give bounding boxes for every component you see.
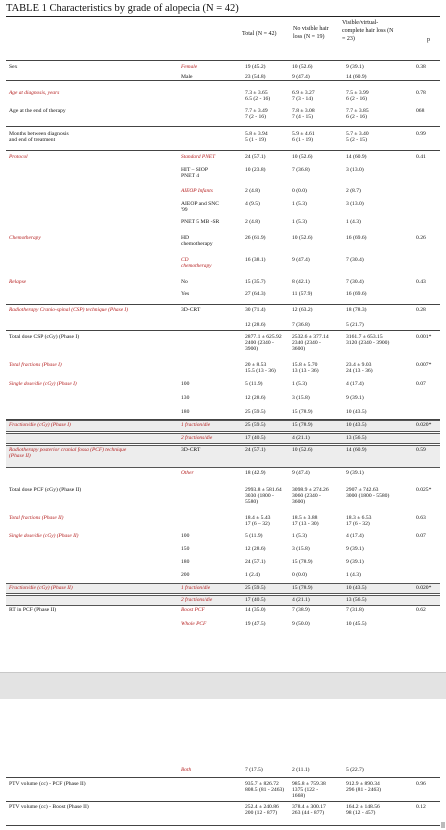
cell-total: 10 (23.8) bbox=[245, 167, 266, 173]
row-sublabel bbox=[181, 780, 243, 781]
cell-visible: 5.7 ± 3.40 5 (2 - 15) bbox=[346, 131, 369, 144]
cell-p-value: 0.07 bbox=[416, 533, 426, 539]
cell-p-value bbox=[416, 571, 444, 572]
table-row bbox=[6, 153, 440, 164]
cell-no-visible: 12 (63.2) bbox=[292, 307, 313, 313]
cell-p-value: 0.025* bbox=[416, 487, 432, 493]
cell-visible: 14 (60.9) bbox=[346, 447, 367, 453]
row-label bbox=[9, 766, 157, 767]
cell-no-visible: 3 (15.8) bbox=[292, 546, 310, 552]
cell-total: 5.8 ± 3.94 5 (1 - 19) bbox=[245, 131, 268, 144]
cell-total: 26 (61.9) bbox=[245, 235, 266, 241]
row-sublabel bbox=[181, 803, 243, 804]
row-separator bbox=[6, 126, 440, 127]
cell-total: 12 (28.6) bbox=[245, 322, 266, 328]
row-label bbox=[9, 321, 157, 322]
cell-no-visible: 2 (11.1) bbox=[292, 767, 310, 773]
cell-no-visible: 985.8 ± 759.38 1375 (122 - 1668) bbox=[292, 781, 326, 800]
cell-no-visible: 15.8 ± 5.70 13 (13 - 36) bbox=[292, 362, 319, 375]
row-label bbox=[9, 218, 157, 219]
table-row bbox=[6, 583, 440, 594]
table-row bbox=[6, 290, 440, 300]
cell-no-visible: 15 (78.9) bbox=[292, 422, 313, 428]
cell-visible: 10 (43.5) bbox=[346, 585, 367, 591]
cell-no-visible: 3 (15.8) bbox=[292, 395, 310, 401]
table-row bbox=[6, 73, 440, 83]
cell-p-value: 0.28 bbox=[416, 307, 426, 313]
cell-no-visible: 15 (78.9) bbox=[292, 409, 313, 415]
cell-p-value bbox=[416, 408, 444, 409]
cell-p-value: 0.78 bbox=[416, 90, 426, 96]
cell-p-value: 0.63 bbox=[416, 515, 426, 521]
cell-p-value: 0.62 bbox=[416, 607, 426, 613]
table-row bbox=[6, 380, 440, 391]
cell-p-value bbox=[416, 766, 444, 767]
table-row bbox=[6, 333, 440, 361]
row-sublabel: 3D-CRT bbox=[181, 307, 201, 313]
cell-total: 30 (71.4) bbox=[245, 307, 266, 313]
cell-total: 2 (4.8) bbox=[245, 188, 260, 194]
cell-total: 18.4 ± 5.43 17 (6 – 32) bbox=[245, 515, 271, 528]
row-label bbox=[9, 434, 157, 435]
cell-total: 18 (42.9) bbox=[245, 470, 266, 476]
cell-p-value bbox=[416, 558, 444, 559]
cell-no-visible: 18.5 ± 3.88 17 (13 - 30) bbox=[292, 515, 319, 528]
row-label: Radiotherapy Cranio-spinal (CSP) technique (Phase I) bbox=[9, 307, 129, 313]
cell-visible: 7.7 ± 3.85 6 (2 - 16) bbox=[346, 108, 369, 121]
cell-visible: 912.9 ± 890.34 296 (81 - 2463) bbox=[346, 781, 381, 794]
cell-total: 24 (57.1) bbox=[245, 447, 266, 453]
cell-visible: 5 (22.7) bbox=[346, 767, 364, 773]
cell-no-visible: 1 (5.3) bbox=[292, 533, 307, 539]
cell-total: 2 (4.8) bbox=[245, 219, 260, 225]
col-header-visible: Visible/virtual- complete hair loss (N = 23) bbox=[342, 20, 394, 42]
cell-visible: 3 (13.0) bbox=[346, 167, 364, 173]
cell-no-visible: 7 (36.8) bbox=[292, 167, 310, 173]
row-sublabel bbox=[181, 333, 243, 334]
row-sublabel: 180 bbox=[181, 559, 190, 565]
cell-total: 25 (59.5) bbox=[245, 585, 266, 591]
cell-total: 19 (47.5) bbox=[245, 621, 266, 627]
row-label: Total dose CSP (cGy) (Phase I) bbox=[9, 334, 80, 340]
cell-no-visible: 9 (47.4) bbox=[292, 257, 310, 263]
cell-visible: 9 (39.1) bbox=[346, 395, 364, 401]
row-separator bbox=[6, 150, 440, 151]
row-sublabel bbox=[181, 514, 243, 515]
row-sublabel: Other bbox=[181, 470, 194, 476]
row-label: Fraction/die (cGy) (Phase II) bbox=[9, 585, 73, 591]
row-sublabel bbox=[181, 486, 243, 487]
cell-visible: 10 (45.5) bbox=[346, 621, 367, 627]
cell-visible: 10 (43.5) bbox=[346, 409, 367, 415]
cell-p-value bbox=[416, 321, 444, 322]
cell-no-visible: 3098.9 ± 274.26 3060 (2340 - 3600) bbox=[292, 487, 329, 506]
table-row bbox=[6, 256, 440, 276]
table-row bbox=[6, 620, 440, 632]
cell-no-visible: 8 (42.1) bbox=[292, 279, 310, 285]
row-label bbox=[9, 200, 157, 201]
cell-p-value: 0.43 bbox=[416, 279, 426, 285]
cell-total: 12 (28.6) bbox=[245, 546, 266, 552]
row-label bbox=[9, 256, 157, 257]
row-sublabel: Whole PCF bbox=[181, 621, 207, 627]
cell-no-visible: 9 (47.4) bbox=[292, 74, 310, 80]
row-sublabel: AIEOP and SNC '99 bbox=[181, 201, 220, 214]
table-row bbox=[6, 218, 440, 230]
table-row bbox=[6, 420, 440, 432]
row-sublabel: Male bbox=[181, 74, 193, 80]
row-sublabel: 1 fraction/die bbox=[181, 422, 211, 428]
table-row bbox=[6, 321, 440, 332]
cell-total: 20 ± 8.53 15.5 (13 - 36) bbox=[245, 362, 276, 375]
cell-total: 4 (9.5) bbox=[245, 201, 260, 207]
cell-no-visible: 6.9 ± 3.27 7 (3 - 14) bbox=[292, 90, 315, 103]
cell-visible: 9 (39.1) bbox=[346, 64, 364, 70]
row-label: RT in PCF (Phase II) bbox=[9, 607, 57, 613]
row-label: Relapse bbox=[9, 279, 27, 285]
cell-no-visible: 1 (5.3) bbox=[292, 201, 307, 207]
cell-no-visible: 7 (38.9) bbox=[292, 607, 310, 613]
table-row bbox=[6, 514, 440, 532]
cell-p-value bbox=[416, 620, 444, 621]
cell-visible: 4 (17.4) bbox=[346, 381, 364, 387]
cell-no-visible: 4 (21.1) bbox=[292, 435, 310, 441]
cell-p-value: 0.020* bbox=[416, 585, 432, 591]
table-row bbox=[6, 306, 440, 318]
table-row bbox=[6, 469, 440, 482]
cell-visible: 7 (30.4) bbox=[346, 257, 364, 263]
cell-no-visible: 10 (52.6) bbox=[292, 235, 313, 241]
row-sublabel: 3D-CRT bbox=[181, 447, 201, 453]
row-label bbox=[9, 290, 157, 291]
cell-visible: 7.5 ± 3.99 6 (2 - 16) bbox=[346, 90, 369, 103]
row-label: Sex bbox=[9, 64, 18, 70]
cell-p-value: 0.07 bbox=[416, 381, 426, 387]
cell-no-visible: 2532.6 ± 377.14 2340 (2340 - 3600) bbox=[292, 334, 329, 353]
cell-no-visible: 15 (78.9) bbox=[292, 585, 313, 591]
table-row bbox=[6, 545, 440, 556]
row-label: Total fractions (Phase I) bbox=[9, 362, 62, 368]
cell-no-visible: 1 (5.3) bbox=[292, 219, 307, 225]
table-row bbox=[6, 558, 440, 569]
cell-p-value: 0.12 bbox=[416, 804, 426, 810]
row-sublabel: HD chemotherapy bbox=[181, 235, 213, 248]
table-row bbox=[6, 166, 440, 186]
cell-total: 5 (11.9) bbox=[245, 533, 263, 539]
cell-total: 12 (28.6) bbox=[245, 395, 266, 401]
cell-visible: 16 (69.6) bbox=[346, 291, 367, 297]
cell-no-visible: 7.8 ± 3.08 7 (4 - 15) bbox=[292, 108, 315, 121]
row-sublabel bbox=[181, 107, 243, 108]
row-label: Age at diagnosis, years bbox=[9, 90, 60, 96]
cell-visible: 16 (69.6) bbox=[346, 235, 367, 241]
cell-total: 1 (2.4) bbox=[245, 572, 260, 578]
cell-p-value bbox=[416, 218, 444, 219]
row-label bbox=[9, 394, 157, 395]
cell-no-visible: 9 (50.0) bbox=[292, 621, 310, 627]
row-sublabel bbox=[181, 361, 243, 362]
cell-visible: 13 (56.5) bbox=[346, 597, 367, 603]
cell-no-visible: 10 (52.6) bbox=[292, 154, 313, 160]
row-sublabel: 150 bbox=[181, 546, 190, 552]
row-label: Radiotherapy posterior cranial fossa (PCF) technique (Phase II) bbox=[9, 447, 127, 460]
row-sublabel: Both bbox=[181, 767, 192, 773]
table-row bbox=[6, 63, 440, 73]
row-sublabel: 130 bbox=[181, 395, 190, 401]
cell-total: 27 (64.3) bbox=[245, 291, 266, 297]
table-row bbox=[6, 200, 440, 216]
row-sublabel bbox=[181, 321, 243, 322]
table-row bbox=[6, 445, 440, 468]
table-row bbox=[6, 361, 440, 379]
cell-total: 23 (54.8) bbox=[245, 74, 266, 80]
row-label: Months between diagnosis and end of treatment bbox=[9, 131, 69, 144]
row-sublabel: HIT – SIOP PNET 4 bbox=[181, 167, 208, 180]
table-title: TABLE 1 Characteristics by grade of alopecia (N = 42) bbox=[6, 3, 239, 14]
col-header-total: Total (N = 42) bbox=[242, 31, 277, 37]
row-sublabel: 200 bbox=[181, 572, 190, 578]
cell-total: 17 (40.5) bbox=[245, 597, 266, 603]
row-sublabel: 2 fractions/die bbox=[181, 435, 213, 441]
cell-visible: 164.2 ± 148.56 98 (12 - 457) bbox=[346, 804, 380, 817]
table-row bbox=[6, 433, 440, 444]
cell-total: 25 (59.5) bbox=[245, 422, 266, 428]
cell-p-value: 0.007* bbox=[416, 362, 432, 368]
cell-total: 935.7 ± 826.72 808.5 (81 - 2463) bbox=[245, 781, 285, 794]
cell-visible: 3 (13.0) bbox=[346, 201, 364, 207]
row-separator bbox=[6, 777, 440, 778]
cell-visible: 9 (39.1) bbox=[346, 470, 364, 476]
cell-p-value bbox=[416, 187, 444, 188]
cell-no-visible: 4 (21.1) bbox=[292, 597, 310, 603]
table-row bbox=[6, 107, 440, 121]
row-label: Total fractions (Phase II) bbox=[9, 515, 64, 521]
row-sublabel: Boost PCF bbox=[181, 607, 205, 613]
cell-total: 7.7 ± 3.49 7 (2 - 16) bbox=[245, 108, 268, 121]
table-row bbox=[6, 394, 440, 405]
row-label bbox=[9, 545, 157, 546]
cell-total: 5 (11.9) bbox=[245, 381, 263, 387]
table-page-2 bbox=[0, 699, 446, 830]
row-label bbox=[9, 571, 157, 572]
cell-no-visible: 1 (5.3) bbox=[292, 381, 307, 387]
row-label bbox=[9, 558, 157, 559]
row-sublabel: 1 fraction/die bbox=[181, 585, 211, 591]
row-sublabel bbox=[181, 89, 243, 90]
table-row bbox=[6, 571, 440, 582]
cell-total: 2877.1 ± 625.92 2400 (2340 - 3900) bbox=[245, 334, 282, 353]
row-label: Protocol bbox=[9, 154, 28, 160]
cell-visible: 18 (78.3) bbox=[346, 307, 367, 313]
cell-no-visible: 10 (52.6) bbox=[292, 64, 313, 70]
cell-visible: 1 (4.3) bbox=[346, 219, 361, 225]
cell-p-value bbox=[416, 290, 444, 291]
cell-p-value bbox=[416, 545, 444, 546]
table-row bbox=[6, 780, 440, 802]
top-rule bbox=[6, 16, 440, 17]
cell-visible: 14 (60.9) bbox=[346, 74, 367, 80]
table-row bbox=[6, 187, 440, 199]
row-label: PTV volume (cc) - PCF (Phase II) bbox=[9, 781, 86, 787]
cell-no-visible: 0 (0.0) bbox=[292, 572, 307, 578]
table-row bbox=[6, 486, 440, 514]
cell-p-value: 0.26 bbox=[416, 235, 426, 241]
cell-no-visible: 0 (0.0) bbox=[292, 188, 307, 194]
table-row bbox=[6, 766, 440, 776]
cell-p-value bbox=[416, 394, 444, 395]
row-sublabel: No bbox=[181, 279, 188, 285]
row-sublabel: Standard PNET bbox=[181, 154, 216, 160]
cell-no-visible: 5.9 ± 4.61 6 (1 - 19) bbox=[292, 131, 315, 144]
row-sublabel: PNET 5 MB -SR bbox=[181, 219, 220, 225]
cell-p-value: 0.020* bbox=[416, 422, 432, 428]
row-sublabel: AIEOP Infants bbox=[181, 188, 213, 194]
cell-total: 15 (35.7) bbox=[245, 279, 266, 285]
cell-no-visible: 378.4 ± 300.17 263 (44 - 877) bbox=[292, 804, 326, 817]
cell-p-value bbox=[416, 166, 444, 167]
table-row bbox=[6, 803, 440, 825]
cell-no-visible: 7 (36.8) bbox=[292, 322, 310, 328]
row-label bbox=[9, 166, 157, 167]
cell-total: 19 (45.2) bbox=[245, 64, 266, 70]
row-sublabel: 100 bbox=[181, 533, 190, 539]
cell-no-visible: 15 (78.9) bbox=[292, 559, 313, 565]
table-row bbox=[6, 89, 440, 103]
cell-total: 2993.8 ± 581.64 3030 (1800 - 5580) bbox=[245, 487, 282, 506]
table-row bbox=[6, 408, 440, 419]
row-label bbox=[9, 469, 157, 470]
table-row bbox=[6, 532, 440, 543]
cell-p-value: 0.001* bbox=[416, 334, 432, 340]
row-label: Age at the end of therapy bbox=[9, 108, 66, 114]
cell-visible: 5 (21.7) bbox=[346, 322, 364, 328]
row-label bbox=[9, 408, 157, 409]
cell-visible: 13 (56.5) bbox=[346, 435, 367, 441]
row-label: Single dose/die (cGy) (Phase II) bbox=[9, 533, 79, 539]
table-row bbox=[6, 595, 440, 606]
cell-visible: 14 (60.9) bbox=[346, 154, 367, 160]
cell-visible: 9 (39.1) bbox=[346, 559, 364, 565]
row-label: Fraction/die (cGy) (Phase I) bbox=[9, 422, 71, 428]
cell-p-value: 0.59 bbox=[416, 447, 426, 453]
cell-no-visible: 9 (47.4) bbox=[292, 470, 310, 476]
cell-p-value bbox=[416, 596, 444, 597]
cell-visible: 7 (31.8) bbox=[346, 607, 364, 613]
cell-p-value bbox=[416, 73, 444, 74]
cell-p-value: 0.38 bbox=[416, 64, 426, 70]
cell-p-value: 068 bbox=[416, 108, 425, 114]
row-sublabel: Female bbox=[181, 64, 198, 70]
row-sublabel: 100 bbox=[181, 381, 190, 387]
cell-p-value bbox=[416, 469, 444, 470]
cell-visible: 2 (8.7) bbox=[346, 188, 361, 194]
table-row bbox=[6, 606, 440, 618]
page-gap bbox=[0, 672, 446, 700]
cell-p-value: 0.96 bbox=[416, 781, 426, 787]
cell-total: 24 (57.1) bbox=[245, 559, 266, 565]
row-label bbox=[9, 620, 157, 621]
row-label: Total dose PCF (cGy) (Phase II) bbox=[9, 487, 82, 493]
cell-total: 16 (38.1) bbox=[245, 257, 266, 263]
row-label bbox=[9, 73, 157, 74]
cell-no-visible: 11 (57.9) bbox=[292, 291, 313, 297]
row-sublabel: Yes bbox=[181, 291, 190, 297]
cell-p-value: 0.99 bbox=[416, 131, 426, 137]
cell-total: 7.3 ± 3.65 6.5 (2 - 16) bbox=[245, 90, 271, 103]
cell-total: 7 (17.5) bbox=[245, 767, 263, 773]
col-header-p: p bbox=[427, 37, 430, 43]
row-label: PTV volume (cc) - Boost (Phase II) bbox=[9, 804, 89, 810]
table-row bbox=[6, 278, 440, 288]
scrollbar-thumb[interactable] bbox=[441, 822, 445, 828]
table-row bbox=[6, 234, 440, 254]
cell-total: 25 (59.5) bbox=[245, 409, 266, 415]
cell-p-value bbox=[416, 200, 444, 201]
row-sublabel: CD chemotherapy bbox=[181, 257, 212, 270]
col-header-no-visible: No visible hair loss (N = 19) bbox=[293, 26, 329, 40]
row-label bbox=[9, 596, 157, 597]
cell-visible: 9 (39.1) bbox=[346, 546, 364, 552]
row-separator bbox=[6, 825, 440, 826]
cell-visible: 2907 ± 742.63 3000 (1800 - 5580) bbox=[346, 487, 390, 500]
row-label: Chemotherapy bbox=[9, 235, 41, 241]
cell-visible: 7 (30.4) bbox=[346, 279, 364, 285]
cell-visible: 4 (17.4) bbox=[346, 533, 364, 539]
cell-total: 14 (35.0) bbox=[245, 607, 266, 613]
cell-p-value bbox=[416, 256, 444, 257]
cell-total: 17 (40.5) bbox=[245, 435, 266, 441]
cell-p-value bbox=[416, 434, 444, 435]
cell-visible: 23.4 ± 9.03 24 (13 - 36) bbox=[346, 362, 373, 375]
row-sublabel: 180 bbox=[181, 409, 190, 415]
table-row bbox=[6, 130, 440, 146]
row-separator bbox=[6, 304, 440, 305]
cell-visible: 10 (43.5) bbox=[346, 422, 367, 428]
header-rule bbox=[6, 60, 440, 61]
row-sublabel bbox=[181, 130, 243, 131]
row-sublabel: 2 fractions/die bbox=[181, 597, 213, 603]
cell-p-value: 0.41 bbox=[416, 154, 426, 160]
cell-visible: 1 (4.3) bbox=[346, 572, 361, 578]
cell-total: 252.4 ± 240.86 200 (12 - 877) bbox=[245, 804, 279, 817]
row-label: Single dose/die (cGy) (Phase I) bbox=[9, 381, 77, 387]
cell-visible: 3161.7 ± 653.15 3120 (2340 - 3900) bbox=[346, 334, 390, 347]
row-label bbox=[9, 187, 157, 188]
cell-visible: 18.3 ± 6.53 17 (6 - 32) bbox=[346, 515, 372, 528]
cell-no-visible: 10 (52.6) bbox=[292, 447, 313, 453]
cell-total: 24 (57.1) bbox=[245, 154, 266, 160]
